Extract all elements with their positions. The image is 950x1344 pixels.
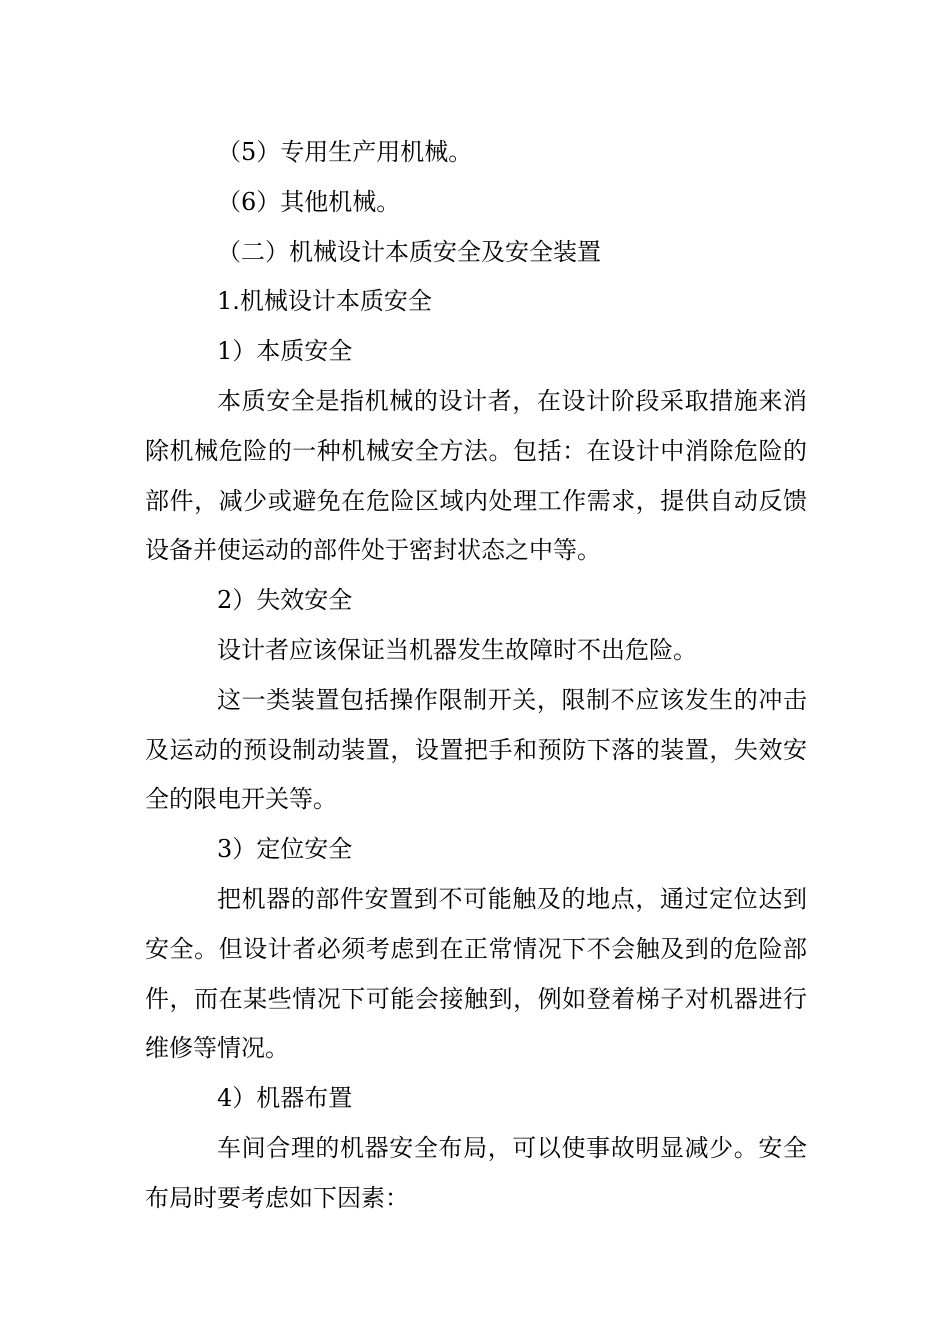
subsection-heading-intrinsic-safety: 1.机械设计本质安全 xyxy=(217,287,432,316)
list-item-special-machinery: （5）专用生产用机械。 xyxy=(217,138,473,166)
list-item-other-machinery: （6）其他机械。 xyxy=(217,187,401,216)
section-heading-design-safety: （二）机械设计本质安全及安全装置 xyxy=(217,237,601,266)
paragraph-machine-layout: 车间合理的机器安全布局，可以使事故明显减少。安全布局时要考虑如下因素： xyxy=(145,1133,807,1212)
item-heading-fail-safe: 2）失效安全 xyxy=(217,586,353,615)
item-heading-positional-safety: 3）定位安全 xyxy=(217,835,353,864)
paragraph-fail-safe: 设计者应该保证当机器发生故障时不出危险。 xyxy=(217,635,697,664)
document-body xyxy=(145,128,807,1224)
paragraph-intrinsic-safety: 本质安全是指机械的设计者，在设计阶段采取措施来消除机械危险的一种机械安全方法。包括：在设计中消除危险的部件，减少或避免在危险区域内处理工作需求，提供自动反馈设备并使运动的部件处于密封状态之中等。 xyxy=(145,386,807,565)
item-heading-machine-layout: 4）机器布置 xyxy=(217,1084,353,1113)
paragraph-positional-safety: 把机器的部件安置到不可能触及的地点，通过定位达到安全。但设计者必须考虑到在正常情况下不会触及到的危险部件，而在某些情况下可能会接触到，例如登着梯子对机器进行维修等情况。 xyxy=(145,884,807,1063)
paragraph-fail-safe-devices: 这一类装置包括操作限制开关，限制不应该发生的冲击及运动的预设制动装置，设置把手和预防下落的装置，失效安全的限电开关等。 xyxy=(145,685,807,814)
item-heading-intrinsic-safety: 1）本质安全 xyxy=(217,337,353,366)
